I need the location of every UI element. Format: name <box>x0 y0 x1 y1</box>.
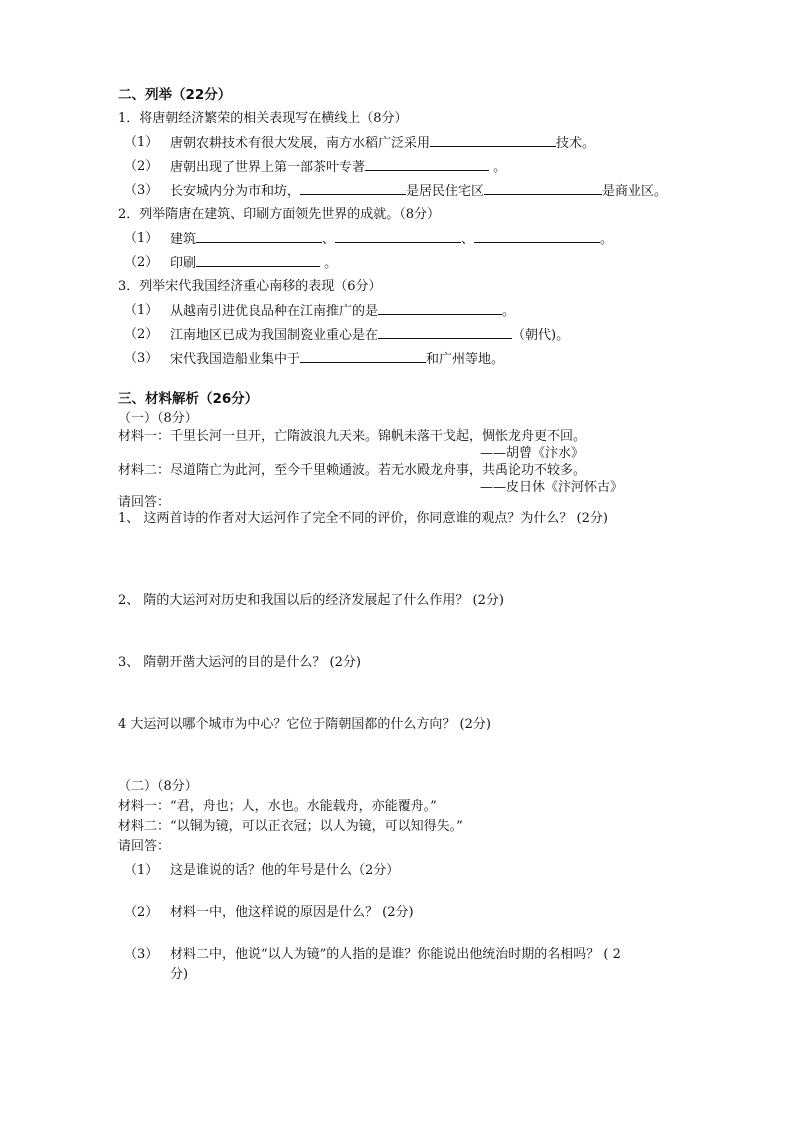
question-3-stem: 3．列举宋代我国经济重心南移的表现（6分） <box>118 279 382 294</box>
q1-item-3-number: （3） <box>124 183 159 198</box>
part-2-q3-number: （3） <box>124 947 159 962</box>
q1-item-2-suffix: 。 <box>489 160 507 175</box>
q3-item-2-suffix: （朝代)。 <box>512 328 570 343</box>
part-1-ask: 请回答： <box>118 495 171 510</box>
answer-blank[interactable] <box>300 182 406 195</box>
part-1-material-2-source: ——皮日休《汴河怀古》 <box>480 480 624 495</box>
part-1-material-1-source: ——胡曾《汴水》 <box>480 446 585 461</box>
q1-item-1-suffix: 技术。 <box>556 136 596 151</box>
q1-item-1-number: （1） <box>124 135 159 150</box>
part-2-question-2: 材料一中，他这样说的原因是什么？ (2分) <box>170 905 414 920</box>
part-1-label: （一）（8分） <box>118 411 198 426</box>
part-2-question-3: 材料二中，他说“以人为镜”的人指的是谁？你能说出他统治时期的名相吗？ ( 2 <box>170 947 621 962</box>
answer-blank[interactable] <box>365 158 489 171</box>
q3-item-3-number: （3） <box>124 351 159 366</box>
question-1-stem: 1．将唐朝经济繁荣的相关表现写在横线上（8分） <box>118 111 408 126</box>
question-2-stem: 2．列举隋唐在建筑、印刷方面领先世界的成就。（8分） <box>118 207 441 222</box>
answer-blank[interactable] <box>196 254 320 267</box>
q1-item-3-mid: 是居民住宅区 <box>406 184 485 199</box>
part-2-q1-number: （1） <box>124 863 159 878</box>
answer-blank[interactable] <box>484 182 602 195</box>
q1-item-2 <box>170 158 506 177</box>
part-2-question-1: 这是谁说的话？他的年号是什么（2分） <box>170 863 400 878</box>
q2-item-1-suffix: 。 <box>600 232 614 247</box>
q2-item-1 <box>170 230 613 249</box>
q3-item-2 <box>170 326 569 345</box>
q3-item-1-suffix: 。 <box>502 304 516 319</box>
q3-item-3-text: 宋代我国造船业集中于 <box>170 352 301 367</box>
q1-item-2-text: 唐朝出现了世界上第一部茶叶专著 <box>170 160 366 175</box>
part-2-ask: 请回答： <box>118 839 171 854</box>
q2-item-1-sep: 、 <box>322 232 336 247</box>
part-2-material-2: 材料二：“以铜为镜，可以正衣冠；以人为镜，可以知得失。” <box>118 819 463 834</box>
q3-item-3-suffix: 和广州等地。 <box>426 352 505 367</box>
answer-blank[interactable] <box>378 302 502 315</box>
part-1-question-2: 2、 隋的大运河对历史和我国以后的经济发展起了什么作用？ (2分) <box>118 593 504 608</box>
part-1-question-4: 4 大运河以哪个城市为中心？它位于隋朝国都的什么方向？ (2分) <box>118 717 491 732</box>
section-heading-material-analysis: 三、材料解析（26分） <box>118 391 259 407</box>
section-heading-listing: 二、列举（22分） <box>118 87 232 103</box>
part-2-label: （二）（8分） <box>118 779 198 794</box>
part-2-q2-number: （2） <box>124 905 159 920</box>
part-1-material-2: 材料二：尽道隋亡为此河，至今千里赖通波。若无水殿龙舟事，共禹论功不较多。 <box>118 463 587 478</box>
q3-item-1-number: （1） <box>124 303 159 318</box>
q1-item-1 <box>170 134 595 153</box>
part-1-question-3: 3、 隋朝开凿大运河的目的是什么？ (2分) <box>118 655 361 670</box>
q1-item-3 <box>170 182 667 201</box>
answer-blank[interactable] <box>378 326 512 339</box>
answer-blank[interactable] <box>300 350 426 363</box>
answer-blank[interactable] <box>474 230 600 243</box>
q1-item-3-suffix: 是商业区。 <box>602 184 668 199</box>
answer-blank[interactable] <box>430 134 556 147</box>
answer-blank[interactable] <box>196 230 322 243</box>
q1-item-2-number: （2） <box>124 159 159 174</box>
q1-item-1-text: 唐朝农耕技术有很大发展，南方水稻广泛采用 <box>170 136 431 151</box>
q2-item-1-text: 建筑 <box>170 232 197 247</box>
part-1-question-1: 1、 这两首诗的作者对大运河作了完全不同的评价，你同意谁的观点？为什么？ (2分) <box>118 511 608 526</box>
part-2-material-1: 材料一：“君，舟也；人，水也。水能载舟，亦能覆舟。” <box>118 799 437 814</box>
part-2-question-3-continued: 分) <box>170 967 189 982</box>
answer-blank[interactable] <box>335 230 461 243</box>
q2-item-2-suffix: 。 <box>320 256 338 271</box>
q3-item-2-number: （2） <box>124 327 159 342</box>
q2-item-2-text: 印刷 <box>170 256 197 271</box>
q2-item-2 <box>170 254 337 273</box>
q3-item-2-text: 江南地区已成为我国制瓷业重心是在 <box>170 328 379 343</box>
q2-item-1-number: （1） <box>124 231 159 246</box>
q1-item-3-text: 长安城内分为市和坊， <box>170 184 301 199</box>
q3-item-1 <box>170 302 515 321</box>
q2-item-2-number: （2） <box>124 255 159 270</box>
part-1-material-1: 材料一：千里长河一旦开，亡隋波浪九天来。锦帆未落干戈起，惆怅龙舟更不回。 <box>118 429 587 444</box>
q3-item-3 <box>170 350 504 369</box>
q2-item-1-sep: 、 <box>461 232 475 247</box>
q3-item-1-text: 从越南引进优良品种在江南推广的是 <box>170 304 379 319</box>
